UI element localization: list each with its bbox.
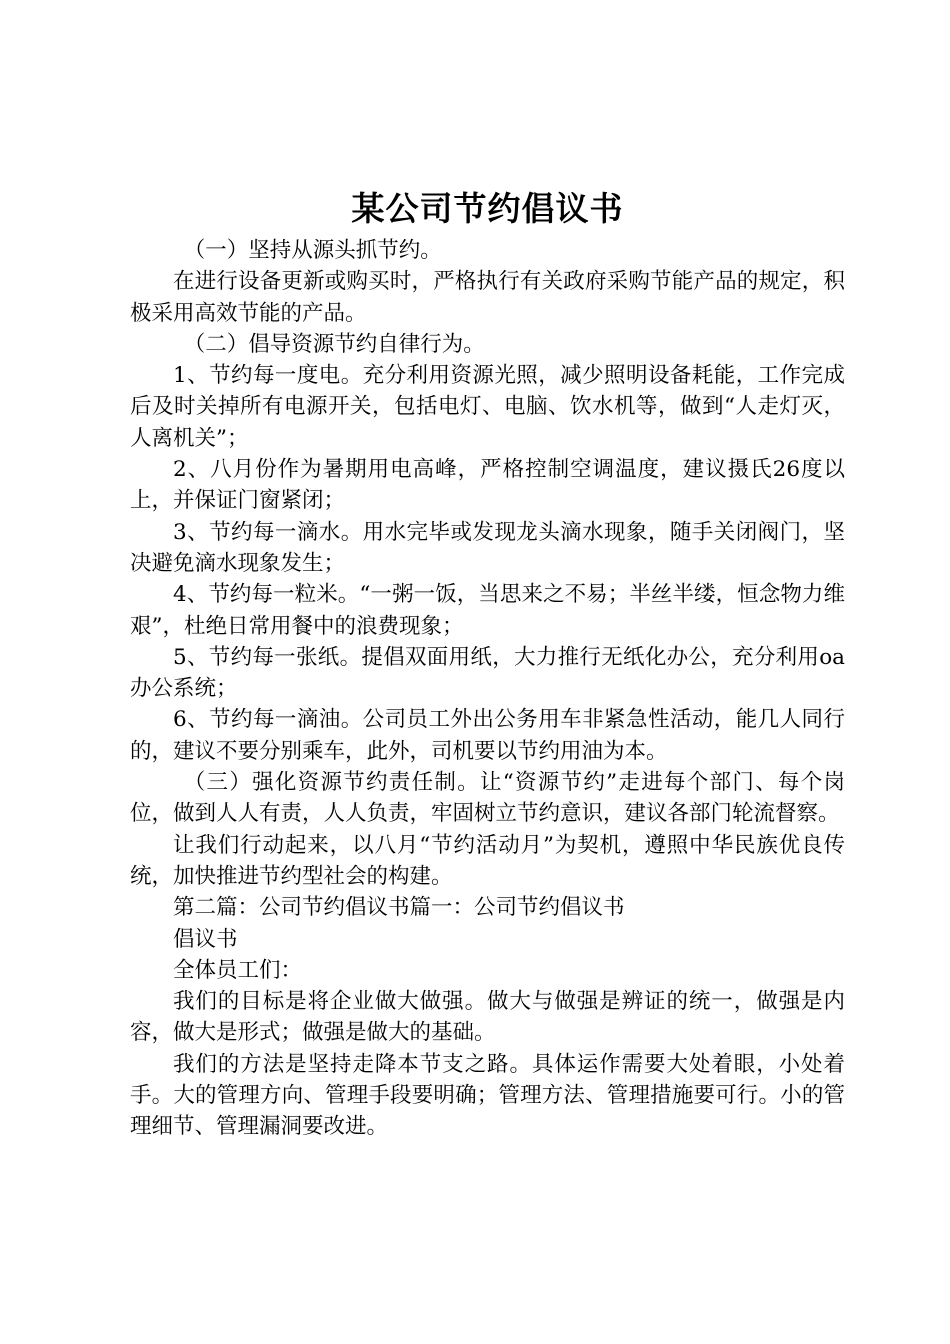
paragraph-section-1-heading: （一）坚持从源头抓节约。 xyxy=(183,238,442,263)
paragraph-item-2: 2、八月份作为暑期用电高峰，严格控制空调温度，建议摄氏26度以上，并保证门窗紧闭； xyxy=(130,457,845,514)
paragraph-item-1: 1、节约每一度电。充分利用资源光照，减少照明设备耗能，工作完成后及时关掉所有电源开关，包括电灯、电脑、饮水机等，做到“人走灯灭，人离机关”； xyxy=(130,363,845,451)
paragraph-second-article-heading: 第二篇：公司节约倡议书篇一：公司节约倡议书 xyxy=(173,895,625,921)
paragraph-item-5: 5、节约每一张纸。提倡双面用纸，大力推行无纸化办公，充分利用oa办公系统； xyxy=(130,644,845,702)
paragraph-item-4: 4、节约每一粒米。“一粥一饭，当思来之不易；半丝半缕，恒念物力维艰”，杜绝日常用餐中的浪费现象； xyxy=(130,582,845,639)
paragraph: 在进行设备更新或购买时，严格执行有关政府采购节能产品的规定，积极采用高效节能的产品。 xyxy=(130,269,845,326)
paragraph-item-6: 6、节约每一滴油。公司员工外出公务用车非紧急性活动，能几人同行的，建议不要分别乘车，此外，司机要以节约用油为本。 xyxy=(130,707,845,764)
paragraph-salutation: 全体员工们： xyxy=(173,957,303,983)
document-title: 某公司节约倡议书 xyxy=(351,189,624,228)
document-page xyxy=(130,183,845,1143)
paragraph: 我们的方法是坚持走降本节支之路。具体运作需要大处着眼，小处着手。大的管理方向、管理手段要明确；管理方法、管理措施要可行。小的管理细节、管理漏洞要改进。 xyxy=(130,1051,845,1140)
paragraph-item-3: 3、节约每一滴水。用水完毕或发现龙头滴水现象，随手关闭阀门，坚决避免滴水现象发生； xyxy=(130,519,845,576)
paragraph-section-3: （三）强化资源节约责任制。让“资源节约”走进每个部门、每个岗位，做到人人有责，人人负责，牢固树立节约意识，建议各部门轮流督察。 xyxy=(130,770,845,827)
paragraph: 让我们行动起来，以八月“节约活动月”为契机，遵照中华民族优良传统，加快推进节约型社会的构建。 xyxy=(130,832,845,889)
paragraph-section-2-heading: （二）倡导资源节约自律行为。 xyxy=(183,331,485,357)
paragraph: 我们的目标是将企业做大做强。做大与做强是辨证的统一，做强是内容，做大是形式；做强是做大的基础。 xyxy=(130,989,845,1046)
paragraph-proposal-heading: 倡议书 xyxy=(173,926,238,952)
